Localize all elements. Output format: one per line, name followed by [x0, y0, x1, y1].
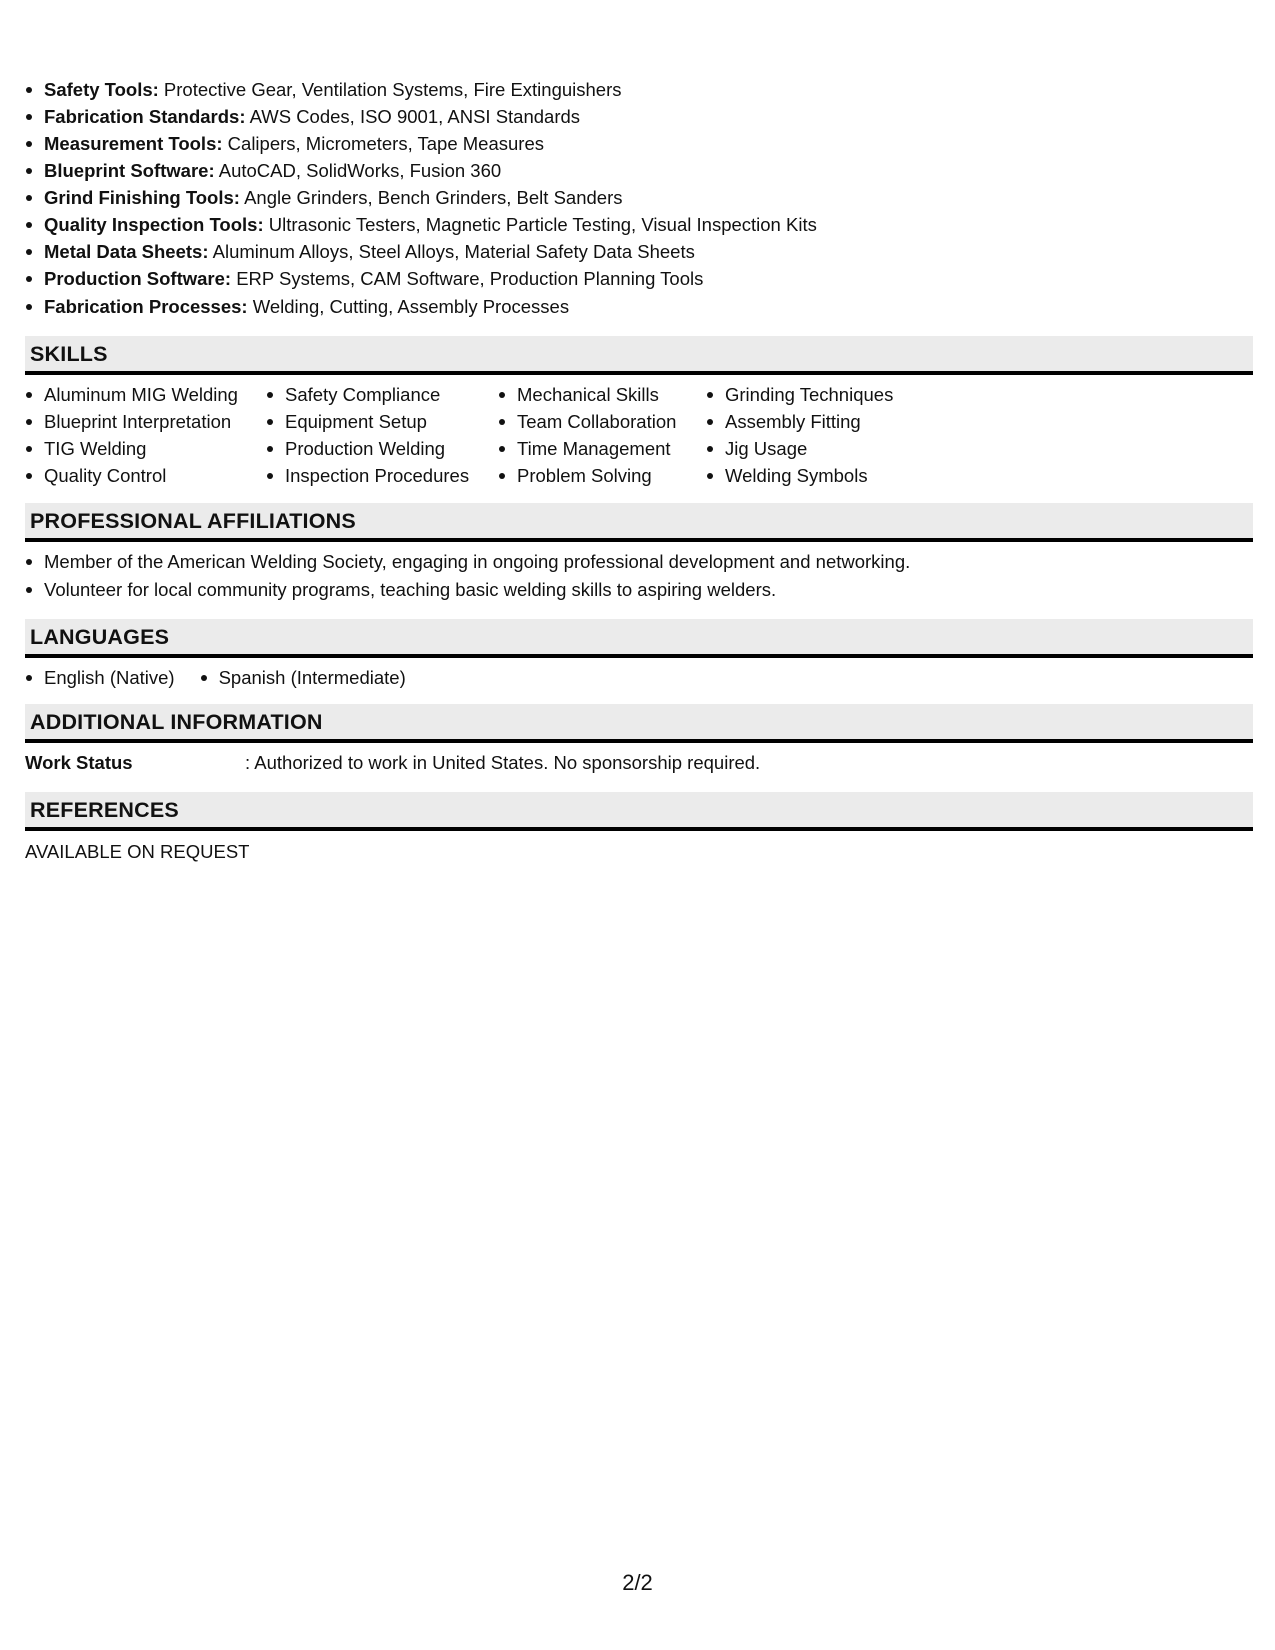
list-item: [25, 238, 1253, 265]
list-item: Grinding Techniques: [706, 381, 1006, 408]
tools-item-value: AutoCAD, SolidWorks, Fusion 360: [214, 160, 502, 181]
list-item: [25, 76, 1253, 103]
languages-list: [25, 664, 1253, 691]
resume-page: [25, 76, 1253, 865]
languages-section: [25, 619, 1253, 691]
tools-item-value: Protective Gear, Ventilation Systems, Fire Extinguishers: [158, 79, 622, 100]
tools-item-label: Measurement Tools:: [44, 133, 223, 154]
list-item: Safety Compliance: [266, 381, 498, 408]
list-item: Jig Usage: [706, 435, 1006, 462]
tools-item-value: Welding, Cutting, Assembly Processes: [247, 296, 570, 317]
section-title: REFERENCES: [30, 798, 179, 822]
section-header: [25, 503, 1253, 542]
section-title: SKILLS: [30, 342, 108, 366]
skills-column: [266, 381, 498, 489]
section-title: PROFESSIONAL AFFILIATIONS: [30, 509, 356, 533]
list-item: [25, 103, 1253, 130]
page-number: 2/2: [622, 1570, 653, 1595]
list-item: English (Native): [25, 664, 175, 691]
affiliations-section: [25, 503, 1253, 604]
additional-info-section: [25, 704, 1253, 776]
list-item: Time Management: [498, 435, 706, 462]
references-section: [25, 792, 1253, 865]
tools-item-label: Fabrication Processes:: [44, 296, 248, 317]
tools-item-label: Metal Data Sheets:: [44, 241, 209, 262]
list-item: Spanish (Intermediate): [200, 664, 406, 691]
work-status-label: Work Status: [25, 752, 133, 773]
tools-item-label: Fabrication Standards:: [44, 106, 246, 127]
tools-list: [25, 76, 1253, 320]
list-item: TIG Welding: [25, 435, 266, 462]
list-item: [25, 265, 1253, 292]
tools-item-label: Production Software:: [44, 268, 232, 289]
list-item: Equipment Setup: [266, 408, 498, 435]
list-item: Production Welding: [266, 435, 498, 462]
skills-column: [706, 381, 1006, 489]
list-item: Mechanical Skills: [498, 381, 706, 408]
list-item: Problem Solving: [498, 462, 706, 489]
section-title: LANGUAGES: [30, 625, 170, 649]
section-header: [25, 792, 1253, 831]
section-header: [25, 619, 1253, 658]
tools-item-label: Blueprint Software:: [44, 160, 215, 181]
tools-item-value: Angle Grinders, Bench Grinders, Belt Sanders: [239, 187, 623, 208]
skills-grid: [25, 381, 1253, 489]
list-item: Inspection Procedures: [266, 462, 498, 489]
list-item: Blueprint Interpretation: [25, 408, 266, 435]
affiliations-list: [25, 548, 1253, 604]
references-text: AVAILABLE ON REQUEST: [25, 841, 250, 862]
tools-item-label: Grind Finishing Tools:: [44, 187, 240, 208]
section-header: [25, 704, 1253, 743]
list-item: [25, 293, 1253, 320]
list-item: Assembly Fitting: [706, 408, 1006, 435]
list-item: Aluminum MIG Welding: [25, 381, 266, 408]
skills-column: [25, 381, 266, 489]
skills-section: [25, 336, 1253, 489]
tools-item-value: Ultrasonic Testers, Magnetic Particle Testing, Visual Inspection Kits: [263, 214, 817, 235]
skills-column: [498, 381, 706, 489]
section-header: [25, 336, 1253, 375]
list-item: Member of the American Welding Society, engaging in ongoing professional development and networking.: [25, 548, 1253, 576]
work-status-value: : Authorized to work in United States. No sponsorship required.: [245, 752, 761, 773]
section-title: ADDITIONAL INFORMATION: [30, 710, 323, 734]
work-status-row: [25, 749, 1253, 776]
tools-item-value: ERP Systems, CAM Software, Production Planning Tools: [231, 268, 704, 289]
list-item: Quality Control: [25, 462, 266, 489]
list-item: Volunteer for local community programs, teaching basic welding skills to aspiring welders.: [25, 576, 1253, 604]
list-item: [25, 184, 1253, 211]
tools-item-label: Safety Tools:: [44, 79, 159, 100]
list-item: [25, 157, 1253, 184]
list-item: [25, 130, 1253, 157]
list-item: [25, 211, 1253, 238]
list-item: Team Collaboration: [498, 408, 706, 435]
tools-item-label: Quality Inspection Tools:: [44, 214, 264, 235]
tools-item-value: Calipers, Micrometers, Tape Measures: [222, 133, 544, 154]
tools-item-value: Aluminum Alloys, Steel Alloys, Material Safety Data Sheets: [208, 241, 695, 262]
list-item: Welding Symbols: [706, 462, 1006, 489]
tools-item-value: AWS Codes, ISO 9001, ANSI Standards: [245, 106, 581, 127]
